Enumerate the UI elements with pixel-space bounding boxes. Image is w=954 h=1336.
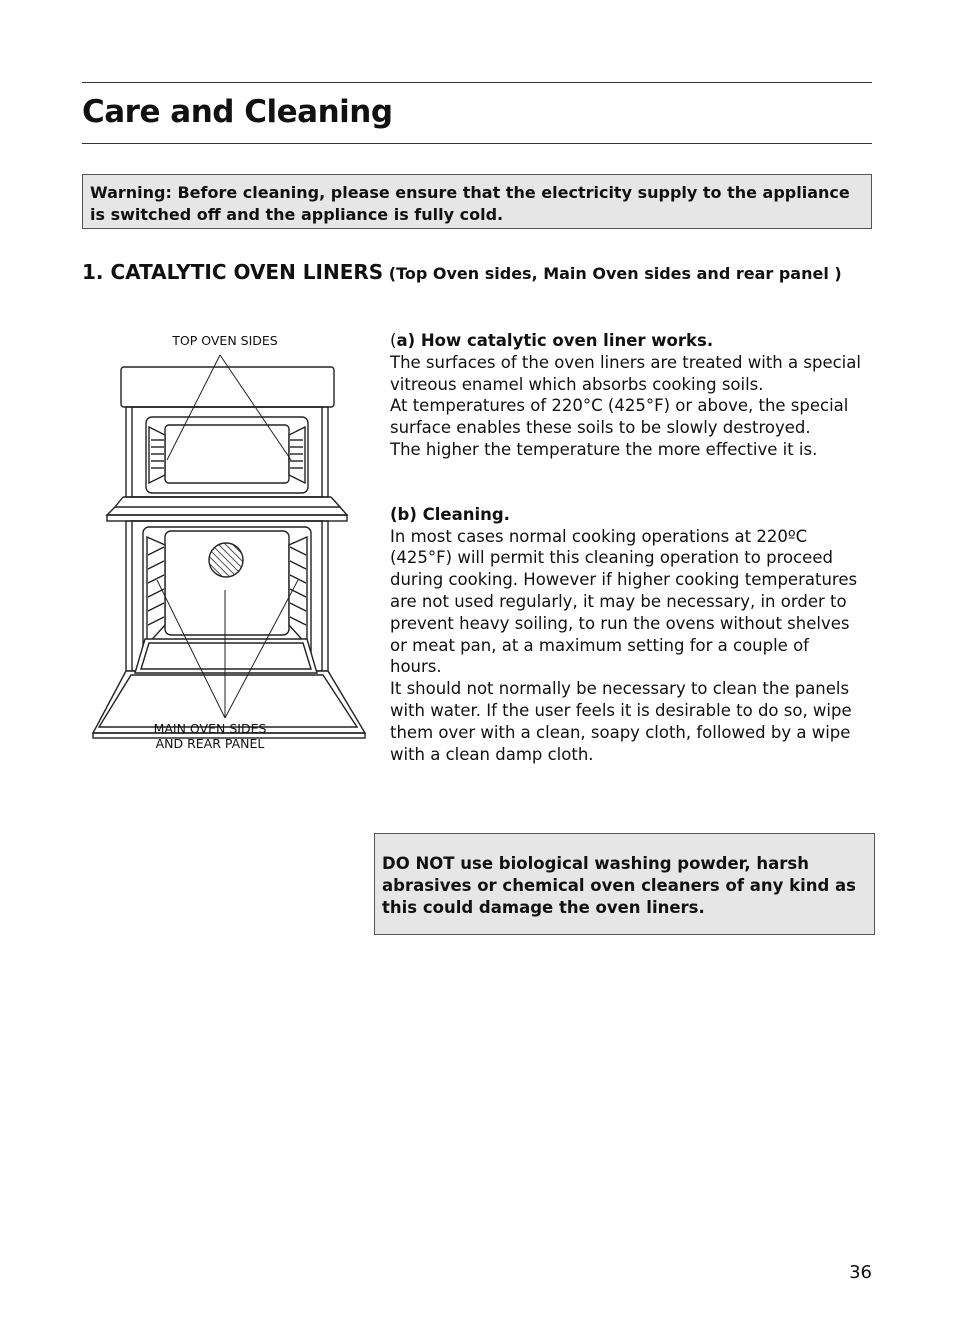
cleaning-paragraph-2: It should not normally be necessary to clean the panels with water. If the user feels it is desirable to do so, wipe them over with a clean, soapy cloth, followed by a wipe with a clean damp cloth. — [390, 679, 852, 764]
top-rule — [82, 82, 872, 83]
caution-box — [374, 833, 875, 935]
how-it-works-line-3: The higher the temperature the more effective it is. — [390, 439, 818, 459]
double-oven-illustration — [85, 355, 375, 755]
how-it-works-heading — [390, 330, 864, 352]
control-panel — [121, 367, 334, 407]
how-it-works-title: a) How catalytic oven liner works. — [396, 331, 714, 350]
page-number: 36 — [849, 1262, 872, 1283]
section-title: 1. CATALYTIC OVEN LINERS — [82, 260, 384, 284]
top-oven-door — [107, 507, 347, 515]
spacer — [390, 461, 864, 504]
warning-box — [82, 174, 872, 229]
page-title: Care and Cleaning — [82, 94, 393, 130]
label-main-oven-sides — [140, 721, 280, 751]
instructions-column — [390, 330, 864, 765]
fan-cover — [209, 543, 243, 577]
section-heading — [82, 260, 842, 284]
section-subtitle: (Top Oven sides, Main Oven sides and rear panel ) — [388, 264, 842, 283]
label-top-oven-sides: TOP OVEN SIDES — [172, 333, 278, 348]
oven-diagram — [85, 325, 375, 765]
label-main-oven-line-2: AND REAR PANEL — [155, 736, 265, 751]
title-rule — [82, 143, 872, 144]
cleaning-heading: (b) Cleaning. — [390, 504, 510, 524]
how-it-works-line-1: The surfaces of the oven liners are treated with a special vitreous enamel which absorbs cooking soils. — [390, 352, 861, 394]
open-paren: ( — [390, 331, 397, 350]
caution-text: DO NOT use biological washing powder, harsh abrasives or chemical oven cleaners of any kind as this could damage the oven liners. — [382, 854, 857, 917]
cleaning-paragraph-1: In most cases normal cooking operations at 220ºC (425°F) will permit this cleaning operation to proceed during cooking. However if higher cooking temperatures are not used regularly, it may be necessary, in order to prevent heavy soiling, to run the ovens without shelves or meat pan, at a maximum setting for a couple of hours. — [390, 526, 858, 677]
how-it-works-line-2: At temperatures of 220°C (425°F) or above, the special surface enables these soils to be slowly destroyed. — [390, 396, 849, 438]
warning-text: Warning: Before cleaning, please ensure that the electricity supply to the appliance is switched off and the appliance is fully cold. — [90, 183, 850, 224]
label-main-oven-line-1: MAIN OVEN SIDES — [153, 721, 267, 736]
